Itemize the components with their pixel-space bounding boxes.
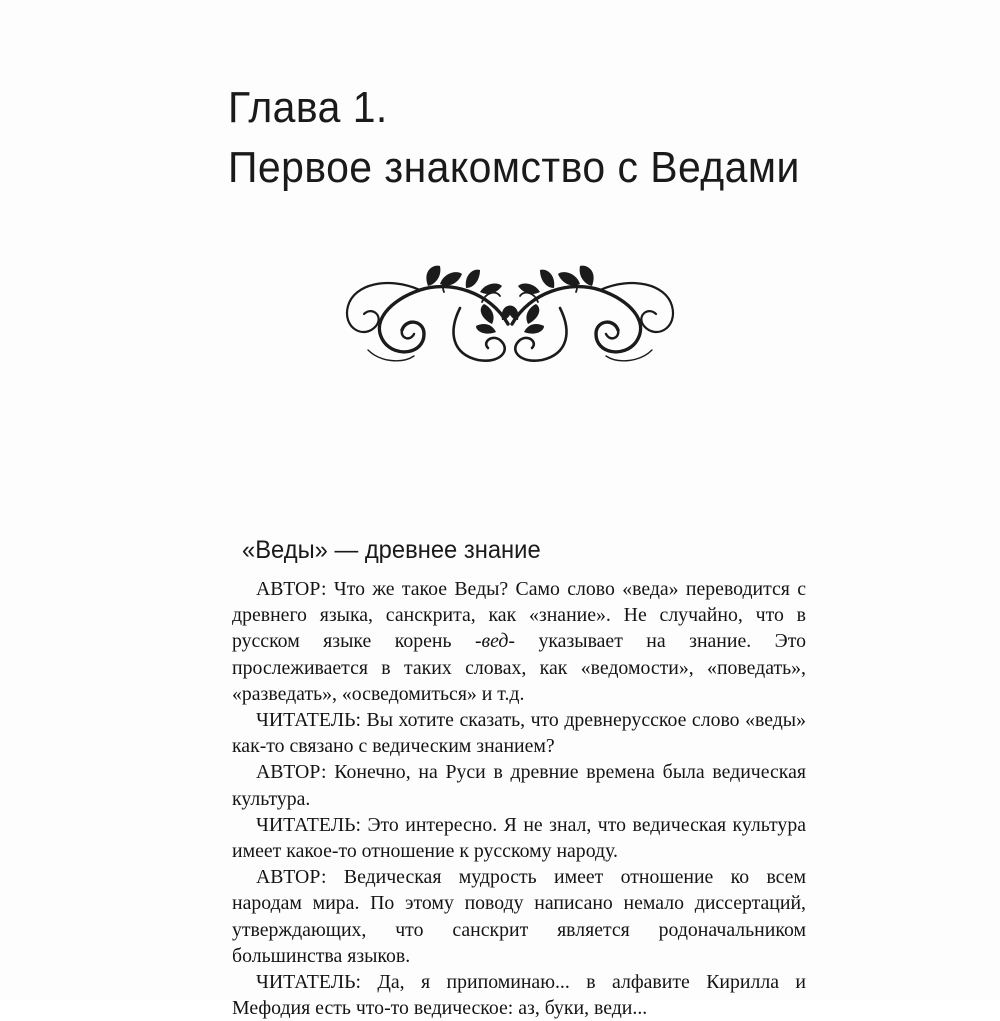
- paragraph-text: Вы хотите сказать, что древнерусское слово «веды» как-то связано с ведическим знанием?: [232, 709, 806, 758]
- speaker-label: АВТОР:: [256, 578, 327, 600]
- dialogue-paragraph: [232, 969, 806, 1021]
- speaker-label: ЧИТАТЕЛЬ:: [256, 709, 361, 732]
- paragraph-text: Ведическая мудрость имеет отношение ко всем народам мира. По этому поводу написано немало диссертаций, утверждающих, что санскрит является родоначальником большинства языков.: [232, 866, 806, 967]
- dialogue-text: [232, 576, 806, 1021]
- paragraph-text: Конечно, на Руси в древние времена была ведическая культура.: [232, 761, 806, 810]
- chapter-name: Первое знакомство с Ведами: [228, 143, 800, 192]
- speaker-label: ЧИТАТЕЛЬ:: [256, 813, 361, 836]
- dialogue-paragraph: [232, 812, 806, 864]
- speaker-label: ЧИТАТЕЛЬ:: [256, 971, 361, 994]
- paragraph-text: Это интересно. Я не знал, что ведическая культура имеет какое-то отношение к русскому народу.: [232, 813, 806, 863]
- vine-flourish-ornament-icon: [340, 262, 680, 372]
- paragraph-text: указывает на знание. Это прослеживается в таких словах, как «ведомости», «поведать», «разведать», «осведомиться» и т.д.: [232, 630, 806, 705]
- dialogue-paragraph: [232, 759, 806, 811]
- chapter-title: [228, 78, 916, 198]
- chapter-number: Глава 1.: [228, 83, 388, 132]
- paragraph-text: Что же такое Веды? Само слово «веда» переводится с древнего языка, санскрита, как «знание». Не случайно, что в русском языке корень: [232, 578, 806, 653]
- speaker-label: АВТОР:: [256, 761, 327, 784]
- dialogue-paragraph: [232, 707, 806, 759]
- dialogue-paragraph: [232, 576, 806, 707]
- section-title: «Веды» — древнее знание: [242, 536, 541, 564]
- paragraph-text: Да, я припоминаю... в алфавите Кирилла и Мефодия есть что-то ведическое: аз, буки, веди...: [232, 971, 806, 1020]
- dialogue-paragraph: [232, 864, 806, 969]
- speaker-label: АВТОР:: [256, 866, 327, 889]
- italic-root: -вед-: [474, 630, 516, 653]
